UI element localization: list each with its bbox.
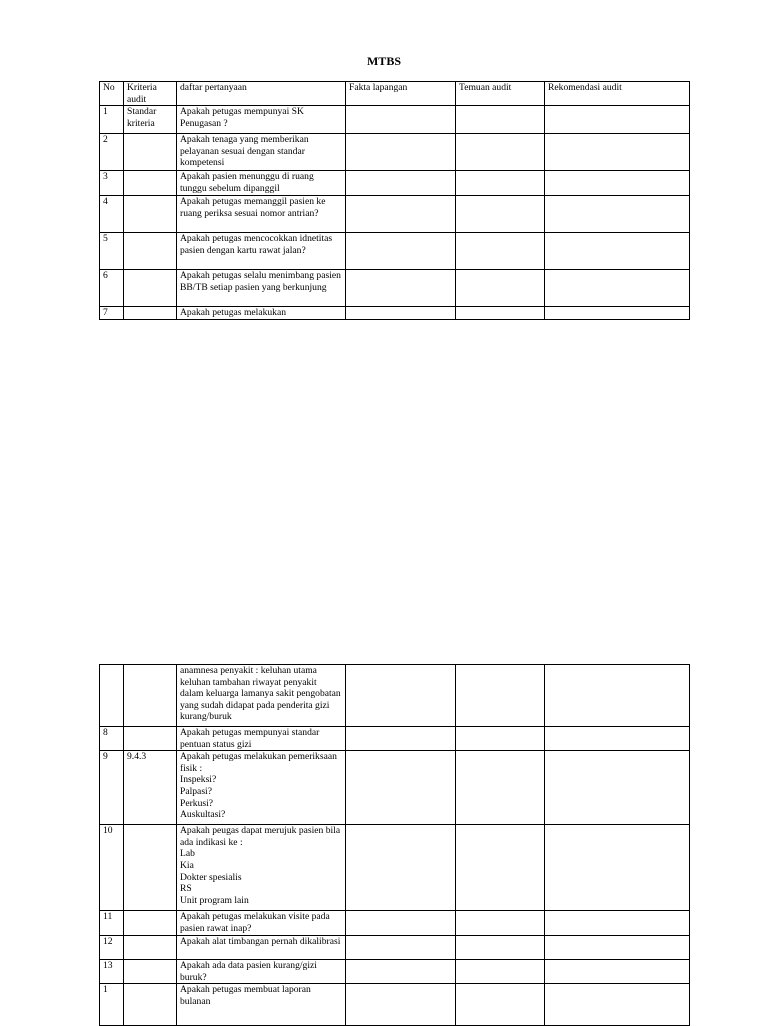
cell-kriteria xyxy=(124,727,177,751)
cell-kriteria xyxy=(124,825,177,911)
cell-pertanyaan: Apakah petugas mencocokkan idnetitas pasien dengan kartu rawat jalan? xyxy=(177,233,346,270)
cell-rekomendasi-audit xyxy=(545,171,690,196)
table-row xyxy=(100,665,690,727)
cell-kriteria: Standar kriteria xyxy=(124,106,177,134)
cell-pertanyaan: Apakah petugas mempunyai SK Penugasan ? xyxy=(177,106,346,134)
cell-kriteria xyxy=(124,196,177,233)
cell-no: 10 xyxy=(100,825,124,911)
cell-no: 1 xyxy=(100,984,124,1026)
header-no: No xyxy=(100,82,124,106)
cell-no: 6 xyxy=(100,270,124,307)
cell-no: 5 xyxy=(100,233,124,270)
cell-no: 4 xyxy=(100,196,124,233)
cell-fakta-lapangan xyxy=(346,307,456,320)
table-header-row xyxy=(100,82,690,106)
header-fakta-lapangan: Fakta lapangan xyxy=(346,82,456,106)
cell-pertanyaan: Apakah pasien menunggu di ruang tunggu sebelum dipanggil xyxy=(177,171,346,196)
cell-rekomendasi-audit xyxy=(545,233,690,270)
table-row xyxy=(100,825,690,911)
cell-kriteria xyxy=(124,171,177,196)
audit-table-page-2 xyxy=(99,664,690,1026)
cell-fakta-lapangan xyxy=(346,196,456,233)
cell-no: 7 xyxy=(100,307,124,320)
cell-temuan-audit xyxy=(456,960,545,984)
cell-fakta-lapangan xyxy=(346,233,456,270)
cell-temuan-audit xyxy=(456,825,545,911)
cell-pertanyaan: Apakah petugas selalu menimbang pasien BB/TB setiap pasien yang berkunjung xyxy=(177,270,346,307)
cell-fakta-lapangan xyxy=(346,727,456,751)
cell-rekomendasi-audit xyxy=(545,911,690,936)
cell-no: 12 xyxy=(100,936,124,960)
cell-pertanyaan: Apakah petugas mempunyai standar pentuan status gizi xyxy=(177,727,346,751)
cell-no: 9 xyxy=(100,751,124,825)
cell-kriteria xyxy=(124,665,177,727)
table-row xyxy=(100,307,690,320)
cell-temuan-audit xyxy=(456,270,545,307)
cell-temuan-audit xyxy=(456,106,545,134)
cell-rekomendasi-audit xyxy=(545,936,690,960)
cell-fakta-lapangan xyxy=(346,960,456,984)
cell-no: 2 xyxy=(100,134,124,171)
cell-pertanyaan: Apakah tenaga yang memberikan pelayanan sesuai dengan standar kompetensi xyxy=(177,134,346,171)
cell-rekomendasi-audit xyxy=(545,270,690,307)
cell-temuan-audit xyxy=(456,196,545,233)
cell-pertanyaan: Apakah petugas melakukan visite pada pasien rawat inap? xyxy=(177,911,346,936)
cell-rekomendasi-audit xyxy=(545,196,690,233)
cell-rekomendasi-audit xyxy=(545,307,690,320)
cell-no xyxy=(100,665,124,727)
cell-temuan-audit xyxy=(456,233,545,270)
cell-kriteria xyxy=(124,911,177,936)
cell-rekomendasi-audit xyxy=(545,134,690,171)
cell-temuan-audit xyxy=(456,171,545,196)
cell-rekomendasi-audit xyxy=(545,751,690,825)
header-temuan-audit: Temuan audit xyxy=(456,82,545,106)
cell-no: 11 xyxy=(100,911,124,936)
cell-kriteria xyxy=(124,233,177,270)
cell-fakta-lapangan xyxy=(346,751,456,825)
cell-temuan-audit xyxy=(456,307,545,320)
cell-fakta-lapangan xyxy=(346,936,456,960)
cell-rekomendasi-audit xyxy=(545,984,690,1026)
cell-fakta-lapangan xyxy=(346,171,456,196)
cell-rekomendasi-audit xyxy=(545,825,690,911)
header-kriteria-audit: Kriteria audit xyxy=(124,82,177,106)
table-row xyxy=(100,196,690,233)
cell-fakta-lapangan xyxy=(346,134,456,171)
header-daftar-pertanyaan: daftar pertanyaan xyxy=(177,82,346,106)
cell-no: 13 xyxy=(100,960,124,984)
table-row xyxy=(100,936,690,960)
cell-kriteria xyxy=(124,270,177,307)
cell-no: 3 xyxy=(100,171,124,196)
cell-fakta-lapangan xyxy=(346,106,456,134)
cell-rekomendasi-audit xyxy=(545,960,690,984)
table-row xyxy=(100,960,690,984)
cell-pertanyaan: Apakah petugas memanggil pasien ke ruang periksa sesuai nomor antrian? xyxy=(177,196,346,233)
cell-temuan-audit xyxy=(456,665,545,727)
cell-kriteria xyxy=(124,134,177,171)
header-rekomendasi-audit: Rekomendasi audit xyxy=(545,82,690,106)
audit-table-page-1 xyxy=(99,81,690,320)
cell-pertanyaan: anamnesa penyakit : keluhan utama keluhan tambahan riwayat penyakit dalam keluarga lamanya sakit pengobatan yang sudah didapat pada penderita gizi kurang/buruk xyxy=(177,665,346,727)
cell-kriteria xyxy=(124,984,177,1026)
cell-rekomendasi-audit xyxy=(545,727,690,751)
cell-no: 8 xyxy=(100,727,124,751)
cell-kriteria xyxy=(124,936,177,960)
table-row xyxy=(100,751,690,825)
cell-temuan-audit xyxy=(456,936,545,960)
cell-fakta-lapangan xyxy=(346,911,456,936)
cell-pertanyaan: Apakah ada data pasien kurang/gizi buruk? xyxy=(177,960,346,984)
table-row xyxy=(100,270,690,307)
cell-kriteria xyxy=(124,960,177,984)
cell-temuan-audit xyxy=(456,727,545,751)
table-row xyxy=(100,727,690,751)
table-row xyxy=(100,134,690,171)
cell-rekomendasi-audit xyxy=(545,106,690,134)
cell-fakta-lapangan xyxy=(346,665,456,727)
cell-pertanyaan: Apakah petugas melakukan pemeriksaan fisik : Inspeksi? Palpasi? Perkusi? Auskultasi? xyxy=(177,751,346,825)
table-row xyxy=(100,233,690,270)
cell-fakta-lapangan xyxy=(346,270,456,307)
cell-pertanyaan: Apakah petugas membuat laporan bulanan xyxy=(177,984,346,1026)
cell-temuan-audit xyxy=(456,911,545,936)
table-row xyxy=(100,911,690,936)
cell-fakta-lapangan xyxy=(346,825,456,911)
cell-pertanyaan: Apakah peugas dapat merujuk pasien bila ada indikasi ke : Lab Kia Dokter spesialis RS Unit program lain xyxy=(177,825,346,911)
cell-pertanyaan: Apakah petugas melakukan xyxy=(177,307,346,320)
table-row xyxy=(100,984,690,1026)
cell-pertanyaan: Apakah alat timbangan pernah dikalibrasi xyxy=(177,936,346,960)
cell-temuan-audit xyxy=(456,984,545,1026)
cell-fakta-lapangan xyxy=(346,984,456,1026)
cell-temuan-audit xyxy=(456,751,545,825)
table-row xyxy=(100,106,690,134)
table-row xyxy=(100,171,690,196)
cell-no: 1 xyxy=(100,106,124,134)
cell-temuan-audit xyxy=(456,134,545,171)
cell-kriteria xyxy=(124,307,177,320)
cell-kriteria: 9.4.3 xyxy=(124,751,177,825)
cell-rekomendasi-audit xyxy=(545,665,690,727)
document-title: MTBS xyxy=(366,54,401,68)
